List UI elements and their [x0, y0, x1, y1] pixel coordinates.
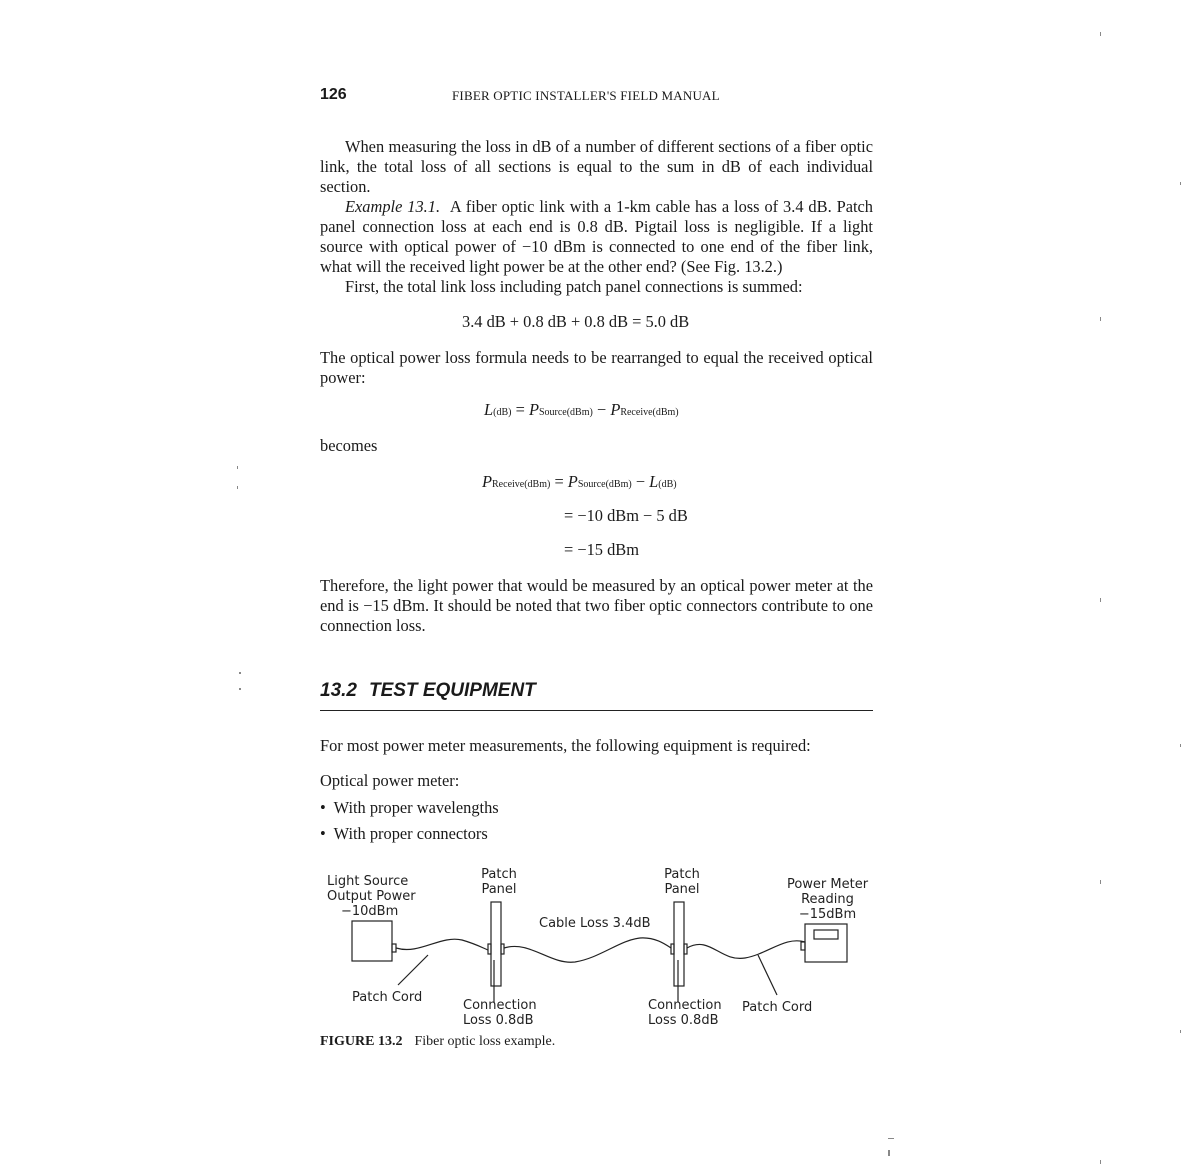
- paragraph-equipment-intro: For most power meter measurements, the following equipment is required:: [320, 736, 811, 755]
- page-number: 126: [320, 86, 347, 103]
- eq2-equals: =: [554, 472, 564, 491]
- becomes-text: becomes: [320, 436, 378, 455]
- example-label: Example 13.1.: [345, 197, 441, 216]
- eq1-minus: −: [596, 400, 607, 419]
- eq2-lhs-sub: Receive(dBm): [492, 479, 551, 490]
- section-title: TEST EQUIPMENT: [368, 680, 536, 701]
- eq1-term2: P: [610, 400, 621, 419]
- eq1-lhs: L: [484, 400, 494, 419]
- eq1-term2-sub: Receive(dBm): [620, 407, 679, 418]
- eq2-term2: L: [649, 472, 659, 491]
- sum-equation: 3.4 dB + 0.8 dB + 0.8 dB = 5.0 dB: [462, 312, 690, 331]
- eq2-lhs: P: [482, 472, 493, 491]
- light-source-label: Light Source Output Power −10dBm: [327, 874, 416, 919]
- left-connection-label: Connection Loss 0.8dB: [463, 998, 537, 1028]
- paragraph-therefore: Therefore, the light power that would be measured by an optical power meter at the end is −15 dBm. It should be noted that two fiber optic connectors contribute to one connection loss.: [320, 576, 873, 635]
- right-connection-label: Connection Loss 0.8dB: [648, 998, 722, 1028]
- eq2-term1-sub: Source(dBm): [577, 479, 632, 490]
- right-patch-cord-label: Patch Cord: [742, 1000, 813, 1015]
- eq1-lhs-sub: (dB): [493, 407, 512, 418]
- list-item: • With proper connectors: [320, 824, 488, 843]
- eq2-term2-sub: (dB): [658, 479, 677, 490]
- running-head: FIBER OPTIC INSTALLER'S FIELD MANUAL: [452, 88, 720, 103]
- section-number: 13.2: [320, 680, 357, 701]
- eq2-minus: −: [635, 472, 646, 491]
- figure-caption-label: FIGURE 13.2: [320, 1034, 403, 1049]
- left-patch-panel-label: Patch Panel: [481, 867, 517, 897]
- equation-receive-line2: = −10 dBm − 5 dB: [564, 506, 688, 525]
- eq2-term1: P: [567, 472, 578, 491]
- list-heading: Optical power meter:: [320, 771, 460, 790]
- eq1-term1-sub: Source(dBm): [538, 407, 593, 418]
- right-patch-panel-label: Patch Panel: [664, 867, 700, 897]
- left-patch-cord-label: Patch Cord: [352, 990, 423, 1005]
- figure-caption-text: Fiber optic loss example.: [414, 1034, 556, 1049]
- equation-receive-line3: = −15 dBm: [564, 540, 639, 559]
- eq1-term1: P: [528, 400, 539, 419]
- paragraph-sum-of-losses: When measuring the loss in dB of a number of different sections of a fiber optic link, the total loss of all sections is equal to the sum in dB of each individual section.: [320, 137, 873, 196]
- list-item: • With proper wavelengths: [320, 798, 499, 817]
- paragraph-rearrange: The optical power loss formula needs to be rearranged to equal the received optical power:: [320, 348, 873, 387]
- cable-loss-label: Cable Loss 3.4dB: [539, 916, 651, 931]
- eq1-equals: =: [515, 400, 525, 419]
- paragraph-first-step: First, the total link loss including patch panel connections is summed:: [345, 277, 803, 296]
- example-text: A fiber optic link with a 1-km cable has a loss of 3.4 dB. Patch panel connection loss at each end is 0.8 dB. Pigtail loss is negligible. If a light source with optical power of −10 dBm is connected to one end of the fiber link, what will the received light power be at the other end? (See Fig. 13.2.): [320, 197, 873, 276]
- power-meter-label: Power Meter Reading −15dBm: [786, 877, 869, 922]
